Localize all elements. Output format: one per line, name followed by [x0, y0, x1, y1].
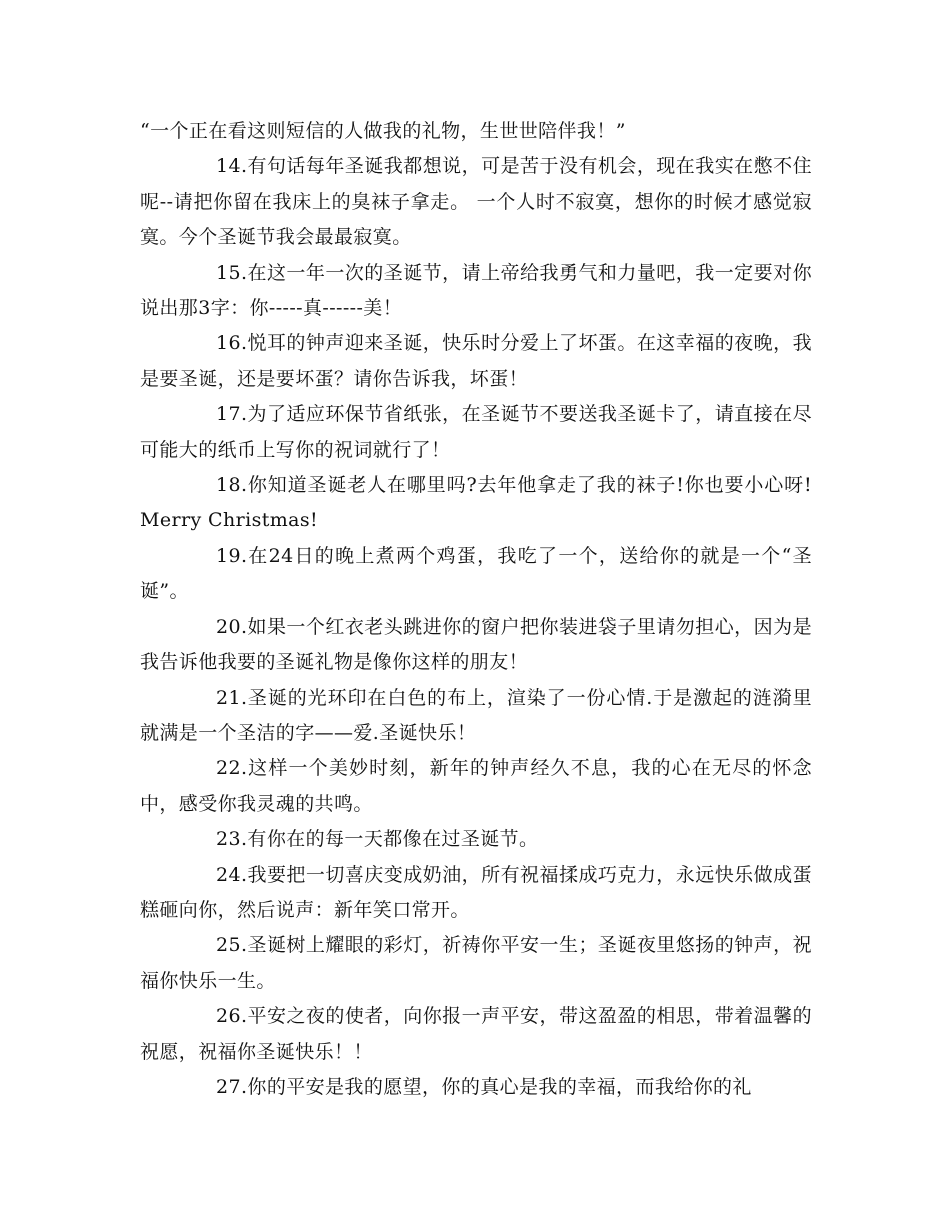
- paragraph: 25.圣诞树上耀眼的彩灯，祈祷你平安一生；圣诞夜里悠扬的钟声，祝福你快乐一生。: [140, 934, 812, 992]
- paragraph: 15.在这一年一次的圣诞节，请上帝给我勇气和力量吧，我一定要对你说出那3字：你-----真------美！: [140, 261, 812, 320]
- paragraph: 18.你知道圣诞老人在哪里吗?去年他拿走了我的袜子!你也要小心呀!Merry Christmas!: [140, 474, 812, 532]
- paragraph: 16.悦耳的钟声迎来圣诞，快乐时分爱上了坏蛋。在这幸福的夜晚，我是要圣诞，还是要坏蛋？请你告诉我，坏蛋！: [140, 332, 812, 390]
- paragraph: “一个正在看这则短信的人做我的礼物，生世世陪伴我！”: [140, 120, 626, 142]
- paragraph: 27.你的平安是我的愿望，你的真心是我的幸福，而我给你的礼: [216, 1075, 752, 1098]
- paragraph: 19.在24日的晚上煮两个鸡蛋，我吃了一个，送给你的就是一个“圣诞”。: [140, 544, 812, 603]
- paragraph: 21.圣诞的光环印在白色的布上，渲染了一份心情.于是激起的涟漪里就满是一个圣洁的字——爱.圣诞快乐！: [140, 686, 812, 744]
- paragraph: 24.我要把一切喜庆变成奶油，所有祝福揉成巧克力，永远快乐做成蛋糕砸向你，然后说声：新年笑口常开。: [140, 863, 812, 921]
- paragraph: 17.为了适应环保节省纸张，在圣诞节不要送我圣诞卡了，请直接在尽可能大的纸币上写你的祝词就行了！: [140, 403, 812, 461]
- paragraph: 14.有句话每年圣诞我都想说，可是苦于没有机会，现在我实在憋不住呢--请把你留在我床上的臭袜子拿走。 一个人时不寂寞，想你的时候才感觉寂寞。今个圣诞节我会最最寂寞。: [140, 155, 812, 249]
- paragraph: 26.平安之夜的使者，向你报一声平安，带这盈盈的相思，带着温馨的祝愿，祝福你圣诞快乐！！: [140, 1005, 812, 1063]
- paragraph: 23.有你在的每一天都像在过圣诞节。: [216, 828, 539, 851]
- document-body: [140, 114, 812, 1105]
- paragraph: 20.如果一个红衣老头跳进你的窗户把你装进袋子里请勿担心，因为是我告诉他我要的圣诞礼物是像你这样的朋友！: [140, 615, 812, 674]
- paragraph: 22.这样一个美妙时刻，新年的钟声经久不息，我的心在无尽的怀念中，感受你我灵魂的共鸣。: [140, 757, 812, 815]
